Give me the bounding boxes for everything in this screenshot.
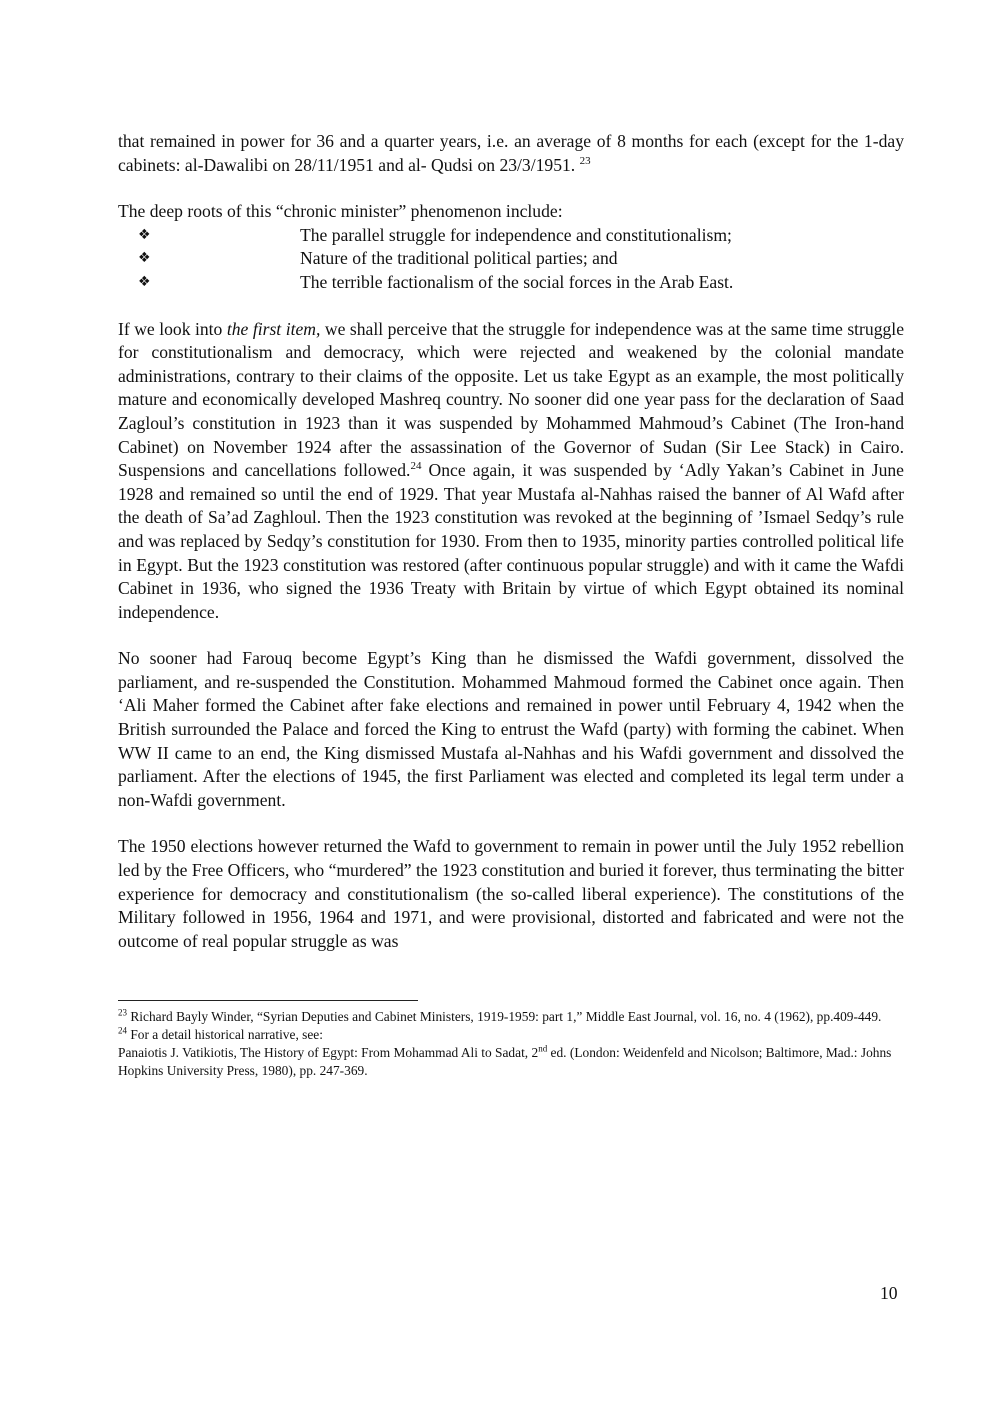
list-item-text: The parallel struggle for independence and constitutionalism; [300, 224, 732, 245]
paragraph-continuation [118, 130, 904, 177]
footnote-text: ed. (London: Weidenfeld and Nicolson; Baltimore, Mad.: Johns Hopkins University Press, 1980), pp. 247-369. [118, 1045, 892, 1078]
bullet-list [118, 224, 904, 295]
ordinal-suffix: nd [538, 1043, 548, 1054]
footnote-number: 23 [118, 1007, 127, 1018]
paragraph-egypt-constitution [118, 318, 904, 625]
paragraph-intro: The deep roots of this “chronic minister” phenomenon include: [118, 201, 563, 222]
footnote-text: Richard Bayly Winder, “Syrian Deputies and Cabinet Ministers, 1919-1959: part 1,” Middle East Journal, vol. 16, no. 4 (1962), pp.409-449. [130, 1009, 882, 1024]
footnote-24 [118, 1026, 904, 1044]
list-item [118, 271, 904, 295]
footnote-ref-24[interactable]: 24 [410, 460, 422, 473]
page-body [118, 130, 904, 953]
paragraph-text: we shall perceive that the struggle for independence was at the same time struggle for constitutionalism and democracy, which were rejected and weakened by the colonial mandate administrations, contrary to their claims of the opposite. Let us take Egypt as an example, the most politically mature and economically developed Mashreq country. No sooner did one year pass for the declaration of Saad Zagloul’s constitution in 1923 than it was suspended by Mohammed Mahmoud’s Cabinet (The Iron-hand Cabinet) on November 1924 after the assassination of the Governor of Sudan (Sir Lee Stack) in Cairo. Suspensions and cancellations followed. [118, 318, 905, 481]
list-item [118, 224, 904, 248]
diamond-bullet-icon: ❖ [138, 226, 151, 243]
footnote-23 [118, 1008, 904, 1026]
page-number: 10 [880, 1283, 898, 1303]
list-item [118, 247, 904, 271]
diamond-bullet-icon: ❖ [138, 250, 151, 267]
footnote-number: 24 [118, 1025, 127, 1036]
footnote-ref-23[interactable]: 23 [579, 154, 591, 167]
emphasis-first-item: the first item, [226, 318, 321, 339]
footnote-text: For a detail historical narrative, see: [130, 1027, 323, 1042]
paragraph-text: Once again, it was suspended by ‘Adly Yakan’s Cabinet in June 1928 and remained so until the end of 1929. That year Mustafa al-Nahhas raised the banner of Al Wafd after the death of Sa’ad Zaghloul. Then the 1923 constitution was revoked at the beginning of ’Ismael Sedqy’s rule and was replaced by Sedqy’s constitution for 1930. From then to 1935, minority parties controlled political life in Egypt. But the 1923 constitution was restored (after continuous popular struggle) and with it came the Wafdi Cabinet in 1936, who signed the 1936 Treaty with Britain by virtue of which Egypt obtained its nominal independence. [118, 460, 904, 622]
footnote-text: Panaiotis J. Vatikiotis, The History of Egypt: From Mohammad Ali to Sadat, 2 [118, 1045, 539, 1060]
list-item-text: The terrible factionalism of the social forces in the Arab East. [300, 271, 734, 292]
diamond-bullet-icon: ❖ [138, 273, 151, 290]
paragraph-text: If we look into [118, 318, 223, 339]
paragraph-1950-elections: The 1950 elections however returned the Wafd to government to remain in power until the July 1952 rebellion led by the Free Officers, who “murdered” the 1923 constitution and buried it forever, thus terminating the bitter experience for democracy and constitutionalism (the so-called liberal experience). The constitutions of the Military followed in 1956, 1964 and 1971, and were provisional, distorted and fabricated and were not the outcome of real popular struggle as was [118, 836, 904, 951]
footnotes [118, 1008, 904, 1080]
list-item-text: Nature of the traditional political parties; and [300, 248, 618, 269]
footnote-24-reference [118, 1044, 904, 1080]
paragraph-farouq: No sooner had Farouq become Egypt’s King than he dismissed the Wafdi government, dissolved the parliament, and re-suspended the Constitution. Mohammed Mahmoud formed the Cabinet once again. Then ‘Ali Maher formed the Cabinet after fake elections and remained in power until February 4, 1942 when the British surrounded the Palace and forced the King to entrust the Wafd (party) with forming the cabinet. When WW II came to an end, the King dismissed Mustafa al-Nahhas and his Wafdi government and dissolved the parliament. After the elections of 1945, the first Parliament was elected and completed its legal term under a non-Wafdi government. [118, 648, 904, 810]
paragraph-text: that remained in power for 36 and a quarter years, i.e. an average of 8 months for each (except for the 1-day cabinets: al-Dawalibi on 28/11/1951 and al- Qudsi on 23/3/1951. [118, 131, 904, 175]
footnote-separator [118, 1000, 418, 1001]
